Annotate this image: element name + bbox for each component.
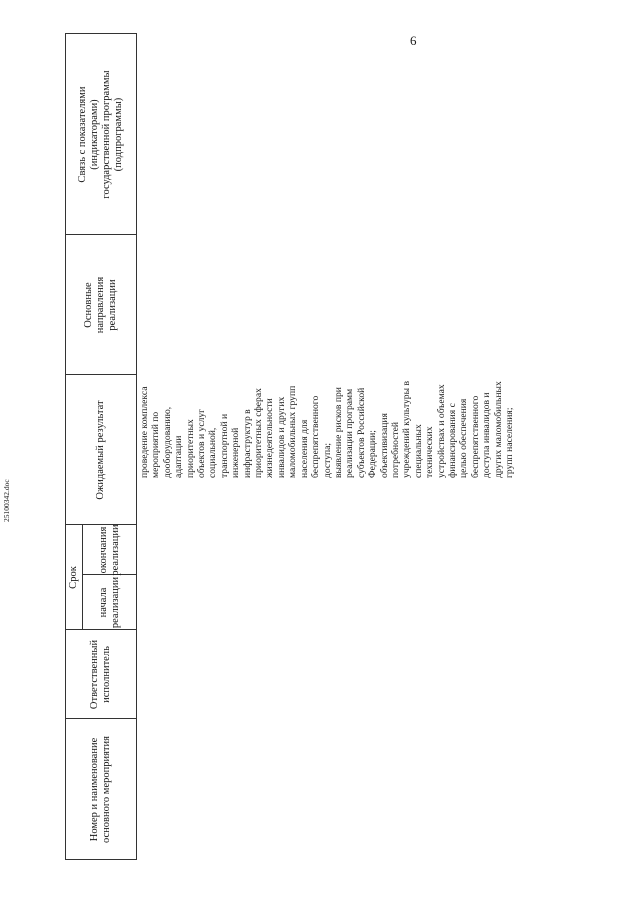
expected-result-text: проведение комплекса мероприятий по дооборудованию, адаптации приоритетных объектов и услуг социальной, транспортной и инженерной инфраструктур в приоритетных сферах жизнедеятельности инвалидов и других маломобильных групп населения для беспрепятственного доступа; выявление рисков при реализации программ субъектов Российской Федерации; объективизация потребностей учреждений культуры в специальных технических устройствах и объемах финансирования с целью обеспечения беспрепятственного доступа инвалидов и других маломобильных групп населения; [139, 381, 515, 478]
header-expected-result: Ожидаемый результат [95, 400, 106, 500]
document-id-text: 25100342.doc [2, 479, 11, 522]
rotated-page [65, 33, 600, 860]
header-start: начала реализации [97, 576, 121, 629]
header-srok: Срок [68, 566, 79, 589]
document-id [2, 479, 45, 531]
header-executor: Ответственный исполнитель [89, 639, 112, 710]
header-indicators: Связь с показателями (индикаторами) государственной программы (подпрограммы) [77, 70, 124, 199]
table-header [65, 33, 137, 860]
header-end: окончания реализации [97, 524, 121, 576]
header-directions: Основные направления реализации [83, 276, 118, 334]
table-sheet [65, 33, 600, 860]
header-measure: Номер и наименование основного мероприятия [89, 736, 112, 843]
page-number: 6 [410, 33, 417, 48]
